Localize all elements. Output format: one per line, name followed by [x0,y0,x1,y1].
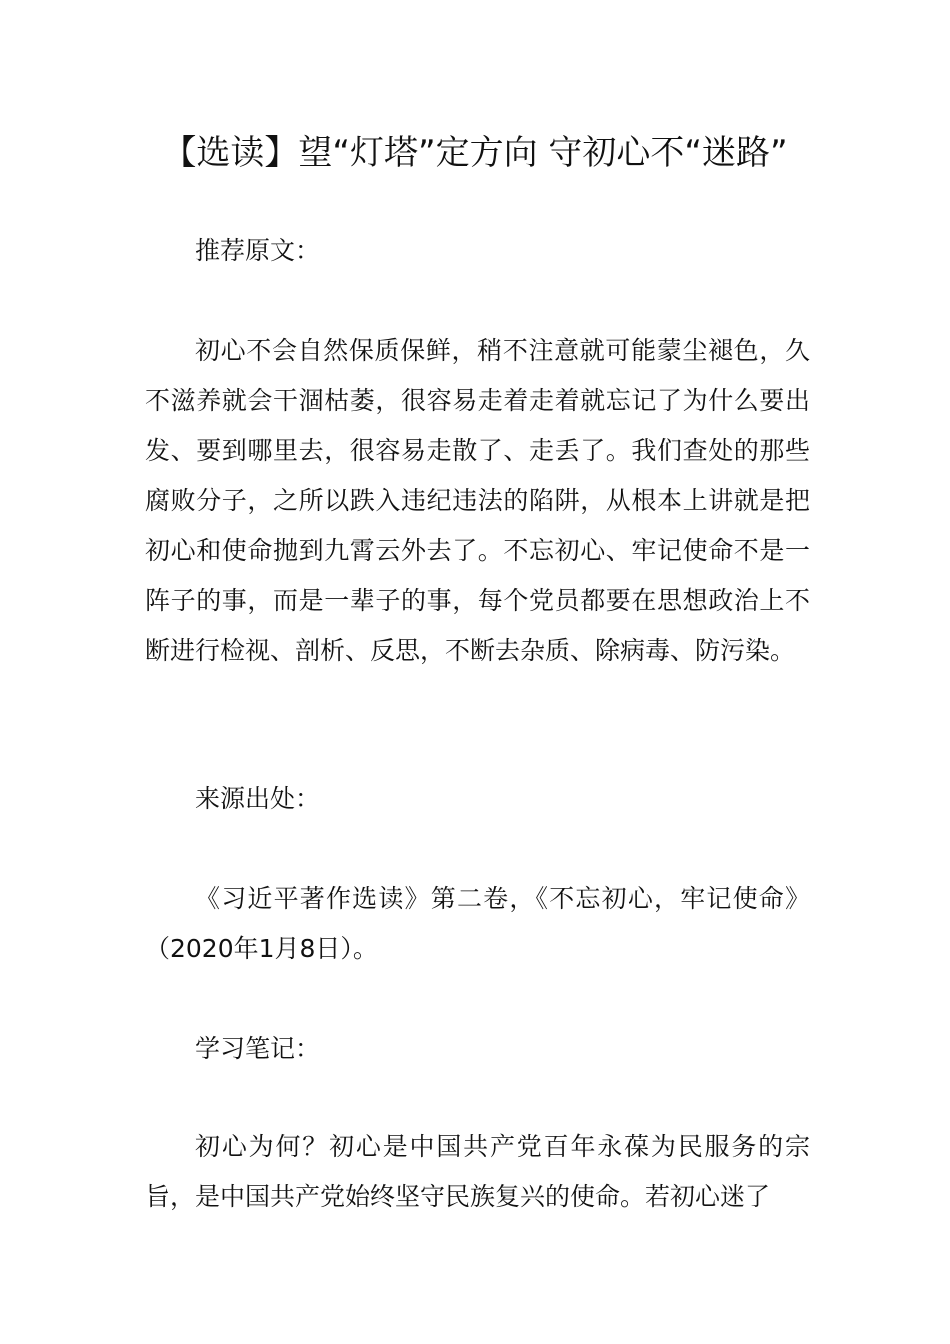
section-label-recommended-text: 推荐原文： [195,236,321,265]
document-title: 【选读】望“灯塔”定方向 守初心不“迷路” [162,133,788,173]
section-body-recommended-text: 初心不会自然保质保鲜，稍不注意就可能蒙尘褪色，久不滋养就会干涸枯萎，很容易走着走着就忘记了为什么要出发、要到哪里去，很容易走散了、走丢了。我们查处的那些腐败分子，之所以跌入违纪违法的陷阱，从根本上讲就是把初心和使命抛到九霄云外去了。不忘初心、牢记使命不是一阵子的事，而是一辈子的事，每个党员都要在思想政治上不断进行检视、剖析、反思，不断去杂质、除病毒、防污染。 [145,336,810,665]
section-body-source: 《习近平著作选读》第二卷，《不忘初心，牢记使命》（2020年1月8日）。 [145,884,810,963]
section-label-study-notes: 学习笔记： [195,1034,321,1063]
section-label-source: 来源出处： [195,784,321,813]
section-body-study-notes: 初心为何？初心是中国共产党百年永葆为民服务的宗旨，是中国共产党始终坚守民族复兴的使命。若初心迷了 [145,1132,810,1211]
